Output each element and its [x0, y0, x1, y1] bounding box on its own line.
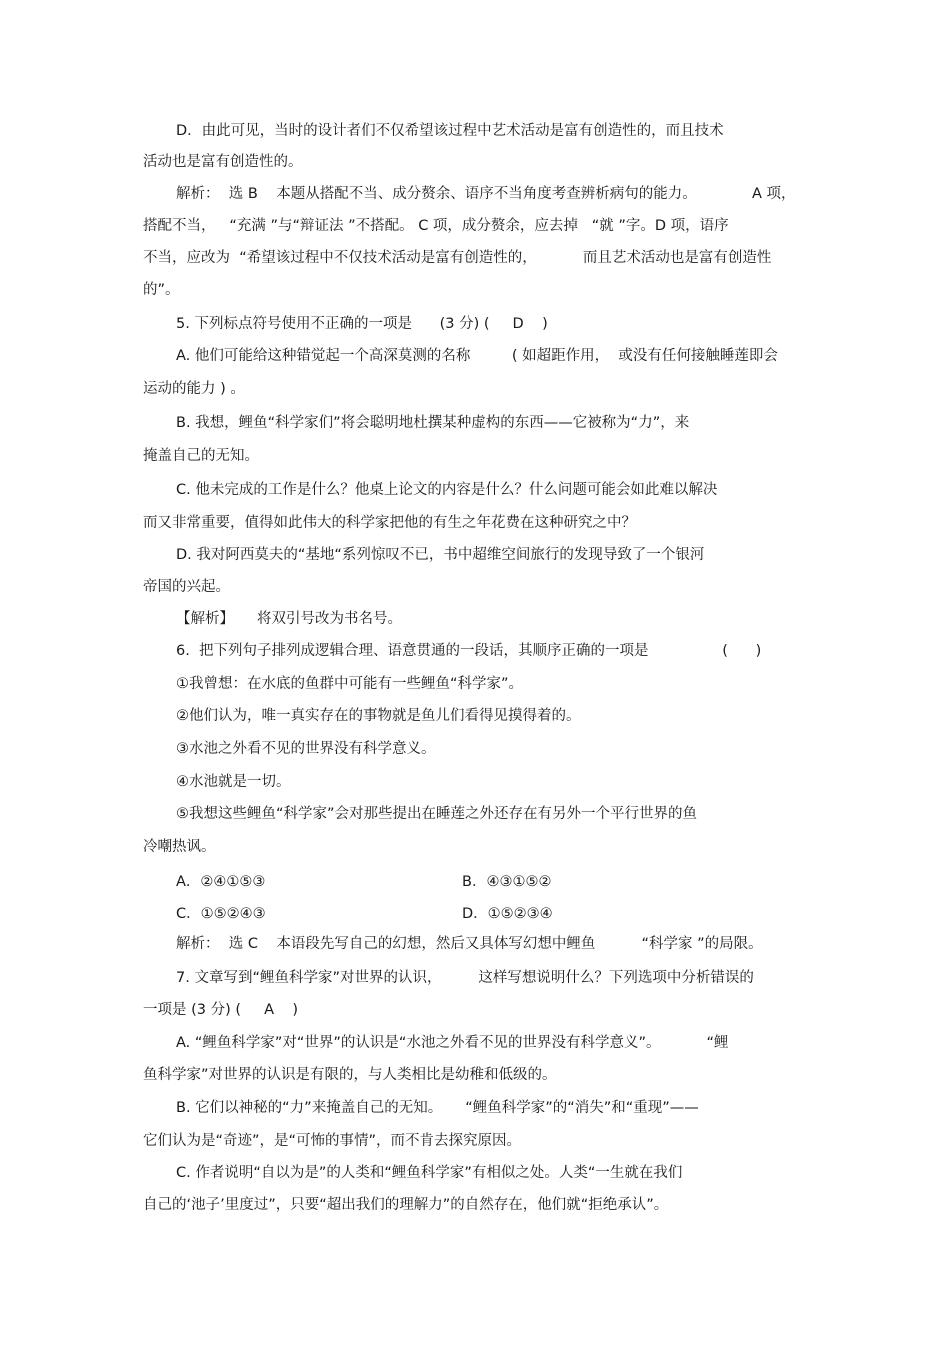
- q5-option-a-line2: 运动的能力 ) 。: [143, 381, 245, 397]
- q6-sentence-3: ③水池之外看不见的世界没有科学意义。: [176, 741, 436, 757]
- q5-option-d-line2: 帝国的兴起。: [143, 579, 230, 595]
- q7-option-c-line2: 自己的‘池子’里度过”，只要“超出我们的理解力”的自然存在，他们就“拒绝承认”。: [143, 1197, 669, 1213]
- q7-option-a-line2: 鱼科学家”对世界的认识是有限的，与人类相比是幼稚和低级的。: [143, 1067, 557, 1083]
- q6-sentence-5-line1: ⑤我想这些鲤鱼“科学家”会对那些提出在睡莲之外还存在有另外一个平行世界的鱼: [176, 806, 698, 822]
- q4-analysis-line4: 的”。: [143, 282, 180, 298]
- q5-stem: 5. 下列标点符号使用不正确的一项是 (3 分) ( D ): [176, 316, 548, 332]
- q6-sentence-4: ④水池就是一切。: [176, 774, 291, 790]
- q5-option-c-line1: C. 他未完成的工作是什么？他桌上论文的内容是什么？什么问题可能会如此难以解决: [176, 482, 718, 498]
- q4-analysis-line1: 解析： 选 B 本题从搭配不当、成分赘余、语序不当角度考查辨析病句的能力。 A 项，: [176, 186, 796, 202]
- q7-option-b-line1: B. 它们以神秘的“力”来掩盖自己的无知。 “鲤鱼科学家”的“消失”和“重现”——: [176, 1100, 699, 1116]
- q4-analysis-line3: 不当，应改为 “希望该过程中不仅技术活动是富有创造性的， 而且艺术活动也是富有创造性: [143, 250, 772, 266]
- q5-option-b-line1: B. 我想，鲤鱼“科学家们”将会聪明地杜撰某种虚构的东西——它被称为“力”，来: [176, 415, 690, 431]
- q6-sentence-5-line2: 冷嘲热讽。: [143, 839, 216, 855]
- q7-stem-line2: 一项是 (3 分) ( A ): [143, 1002, 299, 1018]
- q6-option-b: B．④③①⑤②: [462, 874, 552, 890]
- q5-option-d-line1: D. 我对阿西莫夫的“基地“系列惊叹不已，书中超维空间旅行的发现导致了一个银河: [176, 547, 705, 563]
- q7-option-a-line1: A. “鲤鱼科学家”对“世界”的认识是“水池之外看不见的世界没有科学意义”。 “鲤: [176, 1035, 729, 1051]
- q6-analysis: 解析： 选 C 本语段先写自己的幻想，然后又具体写幻想中鲤鱼 “科学家 ”的局限。: [176, 936, 763, 952]
- q6-option-c: C．①⑤②④③: [176, 906, 266, 922]
- q4-option-d-line2: 活动也是富有创造性的。: [143, 154, 303, 170]
- q5-option-c-line2: 而又非常重要，值得如此伟大的科学家把他的有生之年花费在这种研究之中？: [143, 515, 636, 531]
- q5-analysis: 【解析】 将双引号改为书名号。: [176, 611, 403, 627]
- q5-option-b-line2: 掩盖自己的无知。: [143, 448, 259, 464]
- q7-option-b-line2: 它们认为是“奇迹”，是“可怖的事情”，而不肯去探究原因。: [143, 1133, 522, 1149]
- q6-sentence-2: ②他们认为，唯一真实存在的事物就是鱼儿们看得见摸得着的。: [176, 708, 581, 724]
- q6-sentence-1: ①我曾想：在水底的鱼群中可能有一些鲤鱼“科学家”。: [176, 676, 524, 692]
- q5-option-a-line1: A. 他们可能给这种错觉起一个高深莫测的名称 ( 如超距作用， 或没有任何接触睡莲即会: [176, 348, 778, 364]
- q4-analysis-line2: 搭配不当， “充满 ”与“辩证法 ”不搭配。 C 项，成分赘余，应去掉 “就 ”字。D 项，语序: [143, 218, 729, 234]
- q4-option-d-line1: D．由此可见，当时的设计者们不仅希望该过程中艺术活动是富有创造性的，而且技术: [176, 123, 724, 139]
- q7-stem-line1: 7. 文章写到“鲤鱼科学家”对世界的认识， 这样写想说明什么？下列选项中分析错误的: [176, 970, 754, 986]
- q6-option-d: D．①⑤②③④: [462, 906, 553, 922]
- q7-option-c-line1: C. 作者说明“自以为是”的人类和“鲤鱼科学家”有相似之处。人类“一生就在我们: [176, 1165, 683, 1181]
- q6-option-a: A．②④①⑤③: [176, 874, 266, 890]
- q6-stem: 6. 把下列句子排列成逻辑合理、语意贯通的一段话，其顺序正确的一项是 ( ): [176, 643, 762, 659]
